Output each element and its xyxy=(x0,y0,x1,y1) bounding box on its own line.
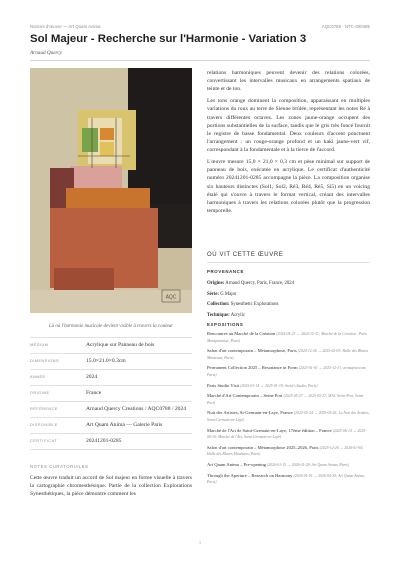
provenance-label: Origine: xyxy=(207,281,225,286)
exposition-title: Through the Aperture – Research on Harmony xyxy=(207,472,293,478)
metadata-row xyxy=(30,369,192,385)
description-paragraph: L'œuvre mesure 15,0 × 21,0 × 0,3 cm et pèse minimal sur support de panneau de bois, exécutée en acrylique. Le certificat d'authenticité numéro 20241201-0285 accompagne la pièce. La composition organise six hauteurs distinctes (Sol1, Sol2, Ré3, Ré4, Ré5, Si5) en un voicing étalé qui s'ouvre à travers le format vertical, créant des intervalles harmoniques à travers les relations colorées plutôt que la progression temporelle. xyxy=(207,159,370,215)
provenance-value: Synesthetic Explorations xyxy=(230,302,279,307)
exposition-dates: (2024-04-23 → 2024-12-31; Marché de la Création - Paris Montparnasse, Paris) xyxy=(207,332,367,343)
exposition-item xyxy=(207,393,370,406)
artwork-caption: Là où l'harmonie musicale devient visible à travers la couleur xyxy=(48,324,174,329)
expositions-list xyxy=(207,331,370,490)
signature-text: AQC xyxy=(165,294,177,301)
paint-orange-block xyxy=(100,128,114,140)
description-paragraph: relations harmoniques peuvent devenir des relations colorées, convertissant les intervalles musicaux en arrangements spatiaux de teinte et de ton. xyxy=(207,70,370,93)
header-breadcrumb: Notices d'œuvre — Art Quam Anima xyxy=(30,24,101,29)
artwork-painting xyxy=(30,68,192,313)
metadata-key: ORIGINE xyxy=(30,391,50,395)
provenance-label: Technique: xyxy=(207,312,230,318)
provenance-value: Acrylic xyxy=(230,312,246,318)
paint-small-yellow xyxy=(100,142,114,156)
exposition-dates: (2025-01-01 → 2025-12-31; artmajeur.com, Paris) xyxy=(207,366,367,377)
exposition-title: Salon d'art contemporain – Metamorphose, Paris xyxy=(207,348,297,354)
exposition-item xyxy=(207,348,370,361)
exposition-dates: (2024-12-26 → 2025-02-03; Halle des Blancs Manteaux, Paris) xyxy=(207,349,369,360)
exposition-title: Paris Studio Visit xyxy=(207,382,240,388)
metadata-table xyxy=(30,337,192,450)
metadata-row xyxy=(30,401,192,417)
paint-black-block xyxy=(128,68,192,204)
paint-pink-block xyxy=(70,166,122,190)
where-divider xyxy=(207,262,370,263)
exposition-title: Rencontres au Marché de la Création xyxy=(207,331,276,336)
exposition-dates: (2025-05-27 → 2025-05-27; MAC Seine Port, Seine-Port) xyxy=(207,394,365,405)
metadata-row xyxy=(30,417,192,433)
metadata-value: 15.0×21.0×0.3cm xyxy=(86,358,126,364)
exposition-item xyxy=(207,445,370,458)
page-title: Sol Majeur - Recherche sur l'Harmonie - Variation 3 xyxy=(30,33,307,45)
provenance-label: Série: xyxy=(207,291,219,297)
metadata-value: Arnaud Quercy Creations / AQC0788 / 2024 xyxy=(86,406,187,412)
artwork-image xyxy=(30,68,192,313)
metadata-key: DISPONIBLE xyxy=(30,423,58,427)
exposition-title: Permanent Collection 2025 – Resonance in Form xyxy=(207,365,298,371)
metadata-key: RÉFÉRENCE xyxy=(30,407,58,411)
metadata-key: MÉDIUM xyxy=(30,343,49,347)
notes-text: Cette œuvre traduit un accord de Sol majeur en forme visuelle à travers la cartographie chromesthésique. Partie de la collection Explorations Synesthétiques, la pièce démontre comment les xyxy=(30,475,192,498)
metadata-row xyxy=(30,433,192,450)
artist-name: Arnaud Quercy xyxy=(30,50,62,56)
provenance-heading: PROVENANCE xyxy=(207,269,244,274)
exposition-item xyxy=(207,331,370,344)
metadata-row xyxy=(30,337,192,353)
exposition-item xyxy=(207,365,370,378)
exposition-title: Marché d'Art Contemporain – Seine Port xyxy=(207,393,283,399)
metadata-value: Acrylique sur Panneau de bois xyxy=(86,342,155,348)
paint-dark-terracotta xyxy=(54,268,114,290)
provenance-item xyxy=(207,311,370,322)
exposition-title: Nuit des Artistes, St-Germain-en-Laye, France xyxy=(207,410,293,416)
description-paragraph: Les tons orange dominent la composition, apparaissant en multiples variations du roux au terre de Sienne brûlée, représentant les notes Ré à travers différentes octaves. Les zones jaune-orange occupent des portions substantielles de la surface, tandis que le gris très foncé fournit le registre de basse fondamental. Deux couleurs d'accent ponctuent l'arrangement : un rouge-orange profond et un kaki jaune-vert vif, correspondant à la fondamentale et à la tierce de l'accord. xyxy=(207,98,370,154)
exposition-item xyxy=(207,383,370,390)
metadata-row xyxy=(30,353,192,369)
provenance-item xyxy=(207,290,370,301)
paint-light-bottom xyxy=(30,290,192,313)
metadata-key: DIMENSIONS xyxy=(30,359,60,363)
paint-sand-right xyxy=(158,248,192,290)
provenance-item xyxy=(207,300,370,311)
exposition-title: Salon d'art contemporain – Métamorphose 2025–2026, Paris xyxy=(207,444,319,450)
exposition-dates: (2026-01-15 → 2026-01-28; Art Quam Anima, Paris) xyxy=(267,462,349,467)
exposition-dates: (2025-12-26 → 2026-01-04; Halle des Blancs Manteaux, Paris) xyxy=(207,445,364,457)
exposition-dates: (2025-01-14 → 2025-01-18; Artist's Studio, Paris) xyxy=(240,383,318,388)
exposition-dates: (2025-05-24 → 2025-05-26; La Nuit des Artistes, Saint-Germain-en-Laye) xyxy=(207,411,370,422)
metadata-value: France xyxy=(86,390,102,396)
metadata-value: 20241201-0285 xyxy=(86,438,122,444)
exposition-item xyxy=(207,462,370,469)
provenance-label: Collection: xyxy=(207,302,230,307)
page-number: 1 xyxy=(198,540,202,545)
exposition-item xyxy=(207,410,370,423)
provenance-item xyxy=(207,279,370,290)
exposition-item xyxy=(207,428,370,441)
notes-heading: NOTES CURATORIALES xyxy=(30,464,89,469)
title-divider xyxy=(30,60,370,61)
metadata-key: ANNÉE xyxy=(30,375,46,379)
provenance-value: G Major xyxy=(220,291,237,297)
expositions-heading: EXPOSITIONS xyxy=(207,322,244,327)
provenance-list xyxy=(207,279,370,321)
exposition-dates: (2025-06-14 → 2025-06-16; Marché de l'Art, Saint-Germain-en-Laye) xyxy=(207,428,367,440)
metadata-row xyxy=(30,385,192,401)
description-column xyxy=(207,69,370,219)
provenance-value: Arnaud Quercy, Paris, France, 2024 xyxy=(225,281,295,286)
metadata-value: Art Quam Anima — Galerie Paris xyxy=(86,422,163,428)
header-bar xyxy=(30,24,370,32)
exposition-title: Marché de l'Art de Saint-Germain-en-Laye, 17ème édition – France xyxy=(207,427,332,433)
where-heading: OÙ VIT CETTE ŒUVRE xyxy=(207,252,284,258)
metadata-key: CERTIFICAT xyxy=(30,439,58,443)
header-reference: AQC0788 · NTC-000485 xyxy=(321,24,370,29)
exposition-dates: (2026-01-01 → 2026-04-30; Art Quam Anima, Paris) xyxy=(207,473,365,485)
metadata-value: 2024 xyxy=(86,374,98,380)
exposition-title: Art Quam Anima – Pre-opening xyxy=(207,461,266,467)
paint-green-block xyxy=(82,128,98,152)
exposition-item xyxy=(207,473,370,486)
